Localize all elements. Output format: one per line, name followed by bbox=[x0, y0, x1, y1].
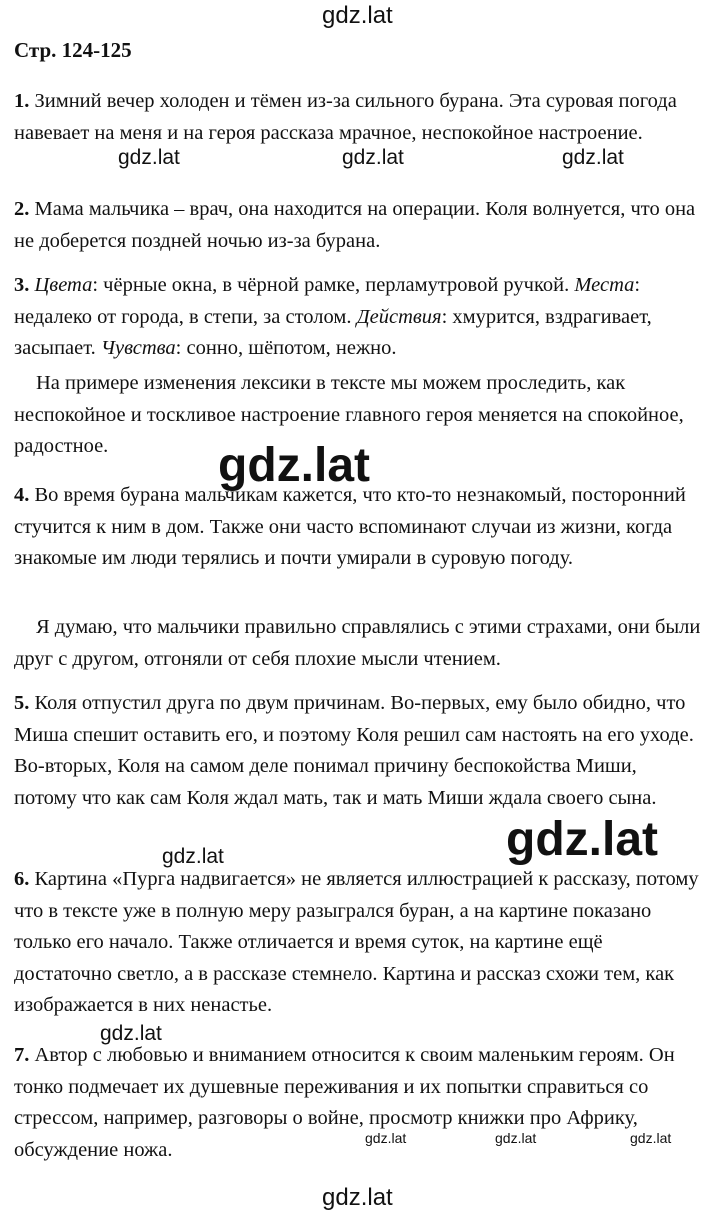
answer-number: 7. bbox=[14, 1044, 30, 1066]
answer-4 bbox=[14, 480, 704, 575]
watermark: gdz.lat bbox=[562, 146, 624, 169]
watermark: gdz.lat bbox=[118, 146, 180, 169]
watermark: gdz.lat bbox=[100, 1022, 162, 1045]
answer-text: : чёрные окна, в чёрной рамке, перламутровой ручкой. bbox=[92, 274, 575, 296]
answer-number: 2. bbox=[14, 198, 30, 220]
answer-number: 5. bbox=[14, 692, 30, 714]
answer-1 bbox=[14, 86, 704, 149]
watermark: gdz.lat bbox=[495, 1130, 537, 1146]
answer-5 bbox=[14, 688, 704, 814]
answer-number: 3. bbox=[14, 274, 30, 296]
answer-text: Мама мальчика – врач, она находится на операции. Коля волнуется, что она не доберется поздней ночью из-за бурана. bbox=[14, 198, 696, 252]
watermark: gdz.lat bbox=[365, 1130, 407, 1146]
answer-2 bbox=[14, 194, 704, 257]
answer-7 bbox=[14, 1040, 704, 1166]
watermark: gdz.lat bbox=[218, 439, 370, 492]
watermark: gdz.lat bbox=[322, 1184, 393, 1211]
answer-text: Картина «Пурга надвигается» не является иллюстрацией к рассказу, потому что в тексте уже в полную меру разыгрался буран, а на картине показано только его начало. Также отличается и время суток, на картине ещё достаточно светло, а в рассказе стемнело. Картина и рассказ схожи тем, как изображается в них ненастье. bbox=[14, 868, 699, 1016]
category-label: Цвета bbox=[34, 274, 93, 296]
answer-3 bbox=[14, 270, 704, 365]
watermark: gdz.lat bbox=[630, 1130, 672, 1146]
category-label: Чувства bbox=[100, 337, 176, 359]
watermark: gdz.lat bbox=[506, 813, 658, 866]
answer-text: Во время бурана мальчикам кажется, что кто-то незнакомый, посторонний стучится к ним в дом. Также они часто вспоминают случаи из жизни, когда знакомые им люди терялись и почти умирали в суровую погоду. bbox=[14, 484, 686, 569]
answer-text: : недалеко от города, в степи, за столом. bbox=[14, 274, 641, 328]
category-label: Места bbox=[574, 274, 635, 296]
answer-text: Зимний вечер холоден и тёмен из-за сильного бурана. Эта суровая погода навевает на меня и на героя рассказа мрачное, неспокойное настроение. bbox=[14, 90, 677, 144]
answer-number: 4. bbox=[14, 484, 30, 506]
answer-3-continuation: На примере изменения лексики в тексте мы можем проследить, как неспокойное и тоскливое настроение главного героя меняется на спокойное, радостное. bbox=[14, 372, 684, 457]
answer-text: Автор с любовью и вниманием относится к своим маленьким героям. Он тонко подмечает их душевные переживания и их попытки справиться со стрессом, например, разговоры о войне, просмотр книжки про Африку, обсуждение ножа. bbox=[14, 1044, 675, 1161]
watermark: gdz.lat bbox=[322, 2, 393, 29]
answer-6 bbox=[14, 864, 704, 1022]
category-label: Действия bbox=[356, 305, 442, 328]
answer-text: Коля отпустил друга по двум причинам. Во-первых, ему было обидно, что Миша спешит оставить его, и поэтому Коля решил сам настоять на его уходе. Во-вторых, Коля на самом деле понимал причину беспокойства Миши, потому что как сам Коля ждал мать, так и мать Миши ждала своего сына. bbox=[14, 692, 694, 809]
watermark: gdz.lat bbox=[162, 845, 224, 868]
watermark: gdz.lat bbox=[342, 146, 404, 169]
answer-number: 6. bbox=[14, 868, 30, 890]
answer-number: 1. bbox=[14, 90, 30, 112]
answer-text: : сонно, шёпотом, нежно. bbox=[175, 337, 397, 359]
answer-text: : хмурится, вздрагивает, засыпает. bbox=[14, 305, 652, 359]
page-title: Стр. 124-125 bbox=[14, 38, 132, 62]
answer-4-continuation: Я думаю, что мальчики правильно справлялись с этими страхами, они были друг с другом, отгоняли от себя плохие мысли чтением. bbox=[14, 616, 701, 670]
